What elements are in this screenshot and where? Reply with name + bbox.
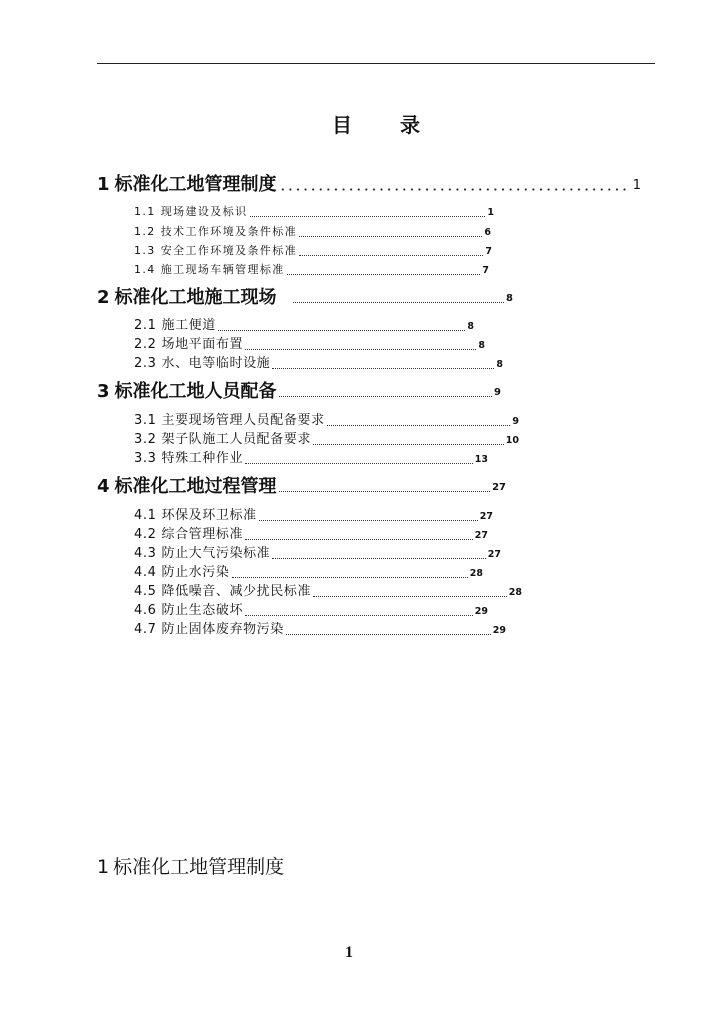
- toc-page-number: 8: [467, 321, 474, 332]
- toc-section-number: 4: [97, 476, 110, 497]
- toc-section-title: 标准化工地管理制度: [114, 174, 277, 195]
- toc-section-1: [97, 173, 641, 197]
- toc-section-2: [97, 286, 513, 310]
- toc-item-number: 4.2: [134, 527, 157, 542]
- toc-item-title: 架子队施工人员配备要求: [161, 432, 312, 447]
- toc-dot-leader: [313, 596, 507, 597]
- toc-item-4-3: [134, 545, 501, 563]
- toc-dot-leader: [299, 255, 483, 256]
- toc-item-title: 防止生态破坏: [161, 603, 244, 618]
- toc-page-number: 8: [478, 340, 485, 351]
- toc-dot-leader: [286, 634, 491, 635]
- toc-item-title: 施工便道: [161, 318, 216, 333]
- toc-item-number: 4.6: [134, 603, 157, 618]
- toc-page-number: 28: [469, 568, 483, 579]
- toc-item-2-3: [134, 355, 503, 373]
- toc-page-number: 27: [487, 549, 501, 560]
- toc-title: 目 录: [332, 113, 434, 137]
- toc-item-number: 1.4: [134, 263, 156, 276]
- toc-item-number: 3.3: [134, 451, 157, 466]
- toc-item-number: 4.1: [134, 508, 157, 523]
- toc-item-4-4: [134, 564, 483, 582]
- toc-dot-leader: [327, 425, 511, 426]
- toc-dot-leader: [218, 330, 465, 331]
- toc-dot-leader: [245, 539, 473, 540]
- toc-page-number: 10: [505, 435, 519, 446]
- chapter-heading: [97, 855, 284, 879]
- toc-section-title: 标准化工地人员配备: [114, 381, 277, 402]
- toc-page-number: 1: [487, 207, 494, 218]
- toc-item-1-3: [134, 242, 492, 260]
- toc-item-number: 1.2: [134, 225, 156, 238]
- toc-dot-leader: [313, 444, 504, 445]
- toc-item-title: 特殊工种作业: [161, 451, 244, 466]
- toc-item-4-6: [134, 602, 488, 620]
- toc-page-number: 7: [485, 246, 492, 257]
- toc-section-number: 1: [97, 174, 110, 195]
- toc-page-number: 1: [632, 178, 641, 193]
- toc-item-4-7: [134, 621, 506, 639]
- toc-item-3-1: [134, 412, 519, 430]
- toc-page-number: 27: [492, 482, 506, 493]
- toc-item-3-2: [134, 431, 519, 449]
- toc-dot-leader: [279, 491, 491, 492]
- header-rule: [97, 63, 655, 64]
- toc-section-title: 标准化工地过程管理: [114, 476, 277, 497]
- toc-dot-leader: [272, 558, 485, 559]
- toc-item-title: 施工现场车辆管理标准: [160, 263, 285, 276]
- toc-page-number: 27: [479, 511, 493, 522]
- toc-dot-leader: [299, 236, 482, 237]
- toc-item-title: 现场建设及标识: [160, 205, 248, 218]
- toc-item-2-2: [134, 336, 485, 354]
- toc-page-number: 29: [492, 625, 506, 636]
- toc-item-number: 3.2: [134, 432, 157, 447]
- toc-item-title: 综合管理标准: [161, 527, 244, 542]
- toc-item-number: 2.3: [134, 356, 157, 371]
- toc-item-4-2: [134, 526, 488, 544]
- toc-dot-leader: [245, 463, 473, 464]
- toc-dot-leader: [250, 216, 486, 217]
- chapter-heading-number: 1: [97, 856, 110, 878]
- toc-item-title: 降低噪音、减少扰民标准: [161, 584, 312, 599]
- toc-section-4: [97, 475, 506, 499]
- toc-section-number: 3: [97, 381, 110, 402]
- toc-item-title: 水、电等临时设施: [161, 356, 271, 371]
- toc-section-number: 2: [97, 287, 110, 308]
- toc-item-number: 4.3: [134, 546, 157, 561]
- toc-item-number: 4.4: [134, 565, 157, 580]
- toc-dot-leader: [287, 274, 481, 275]
- toc-item-title: 技术工作环境及条件标准: [160, 225, 298, 238]
- toc-page-number: 9: [512, 416, 519, 427]
- toc-dot-leader: [279, 396, 493, 397]
- toc-page-number: 27: [474, 530, 488, 541]
- toc-page-number: 28: [508, 587, 522, 598]
- toc-item-4-5: [134, 583, 522, 601]
- toc-item-title: 主要现场管理人员配备要求: [161, 413, 325, 428]
- toc-item-number: 4.7: [134, 622, 157, 637]
- toc-page-number: 8: [496, 359, 503, 370]
- toc-page-number: 29: [474, 606, 488, 617]
- toc-page-number: 13: [474, 454, 488, 465]
- toc-item-1-1: [134, 203, 494, 221]
- toc-section-3: [97, 380, 501, 404]
- toc-item-title: 安全工作环境及条件标准: [160, 244, 298, 257]
- toc-dot-leader: [279, 188, 631, 191]
- toc-item-number: 4.5: [134, 584, 157, 599]
- toc-item-title: 环保及环卫标准: [161, 508, 257, 523]
- toc-page-number: 8: [506, 293, 513, 304]
- toc-page-number: 9: [494, 387, 501, 398]
- toc-item-1-4: [134, 261, 489, 279]
- chapter-heading-title: 标准化工地管理制度: [113, 856, 285, 878]
- toc-item-title: 场地平面布置: [161, 337, 244, 352]
- page-number: 1: [345, 944, 353, 961]
- toc-dot-leader: [232, 577, 468, 578]
- toc-dot-leader: [293, 302, 505, 303]
- toc-item-title: 防止大气污染标准: [161, 546, 271, 561]
- toc-section-title: 标准化工地施工现场: [114, 287, 277, 308]
- toc-item-2-1: [134, 317, 474, 335]
- toc-page-number: 6: [484, 227, 491, 238]
- toc-item-4-1: [134, 507, 493, 525]
- toc-item-title: 防止水污染: [161, 565, 230, 580]
- toc-item-number: 3.1: [134, 413, 157, 428]
- toc-item-1-2: [134, 223, 491, 241]
- toc-item-number: 1.1: [134, 205, 156, 218]
- toc-item-title: 防止固体废弃物污染: [161, 622, 284, 637]
- toc-dot-leader: [245, 349, 476, 350]
- toc-page-number: 7: [482, 265, 489, 276]
- toc-item-number: 1.3: [134, 244, 156, 257]
- toc-item-3-3: [134, 450, 488, 468]
- toc-dot-leader: [259, 520, 478, 521]
- toc-dot-leader: [245, 615, 473, 616]
- toc-item-number: 2.1: [134, 318, 157, 333]
- toc-item-number: 2.2: [134, 337, 157, 352]
- toc-dot-leader: [272, 368, 494, 369]
